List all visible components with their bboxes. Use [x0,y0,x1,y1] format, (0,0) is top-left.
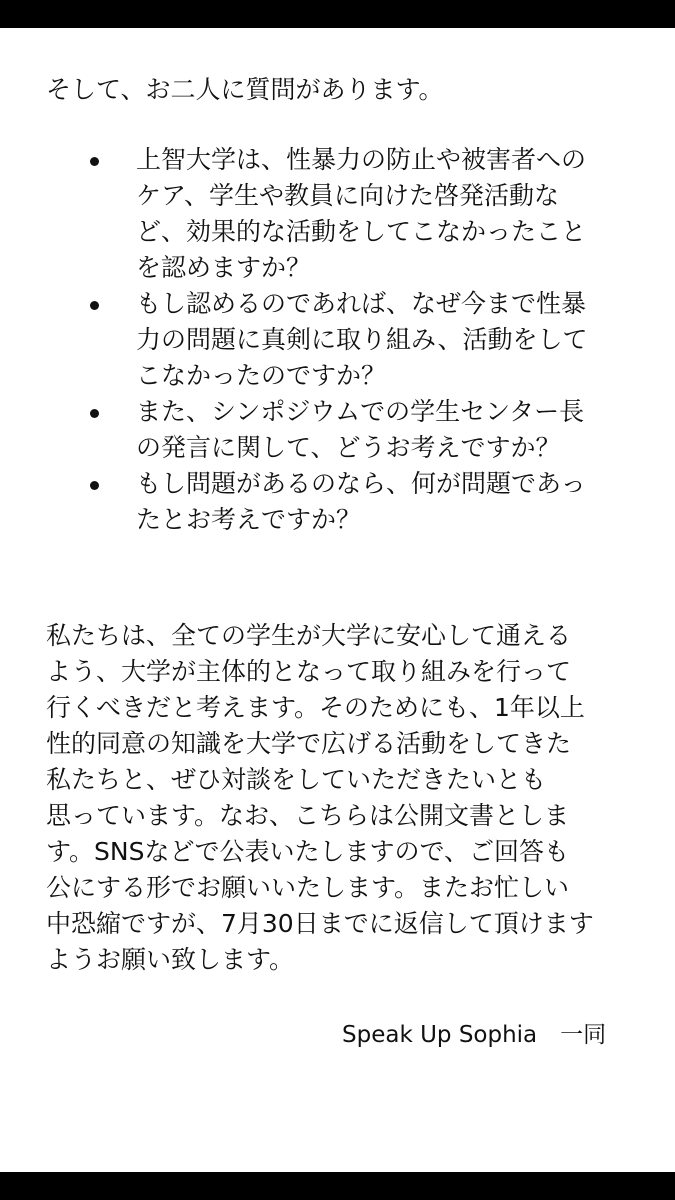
question-line: ど、効果的な活動をしてこなかったこと [136,217,587,246]
intro-text: そして、お二人に質問があります。 [46,75,444,104]
body-line: 公にする形でお願いいたします。またお忙しい [46,873,570,902]
question-line: たとお考えですか？ [136,505,362,534]
bullet-icon [90,157,99,166]
body-line: 中恐縮ですが、7月30日までに返信して頂けます [46,909,594,938]
body-line: ようお願い致します。 [46,945,295,974]
question-line: もし問題があるのなら、何が問題であっ [136,469,586,498]
question-list [86,142,626,538]
body-line: よう、大学が主体的となって取り組みを行って [46,657,572,686]
body-line: 思っています。なお、こちらは公開文書としま [46,801,570,830]
top-border-bar [0,0,675,28]
question-line: 力の問題に真剣に取り組み、活動をして [136,325,588,354]
question-line: を認めますか？ [136,253,312,282]
question-item [86,394,626,466]
question-line: ケア、学生や教員に向けた啓発活動な [136,181,560,210]
question-line: の発言に関して、どうお考えですか？ [136,433,561,462]
bullet-icon [90,481,99,490]
body-line: 性的同意の知識を大学で広げる活動をしてきた [46,729,572,758]
question-item [86,286,626,394]
bottom-border-bar [0,1172,675,1200]
question-line: もし認めるのであれば、なぜ今まで性暴 [136,289,587,318]
question-item [86,142,626,286]
body-paragraph [46,618,636,978]
question-line: こなかったのですか？ [136,361,387,390]
body-line: す。SNSなどで公表いたしますので、ご回答も [46,837,569,866]
bullet-icon [90,301,99,310]
signature: Speak Up Sophia 一同 [342,1022,607,1048]
body-line: 行くべきだと考えます。そのためにも、1年以上 [46,693,585,722]
document-page [0,28,675,1172]
question-item [86,466,626,538]
body-line: 私たちは、全ての学生が大学に安心して通える [46,621,572,650]
question-line: また、シンポジウムでの学生センター長 [136,397,585,426]
body-line: 私たちと、ぜひ対談をしていただきたいとも [46,765,547,794]
bullet-icon [90,409,99,418]
question-line: 上智大学は、性暴力の防止や被害者への [136,145,587,174]
